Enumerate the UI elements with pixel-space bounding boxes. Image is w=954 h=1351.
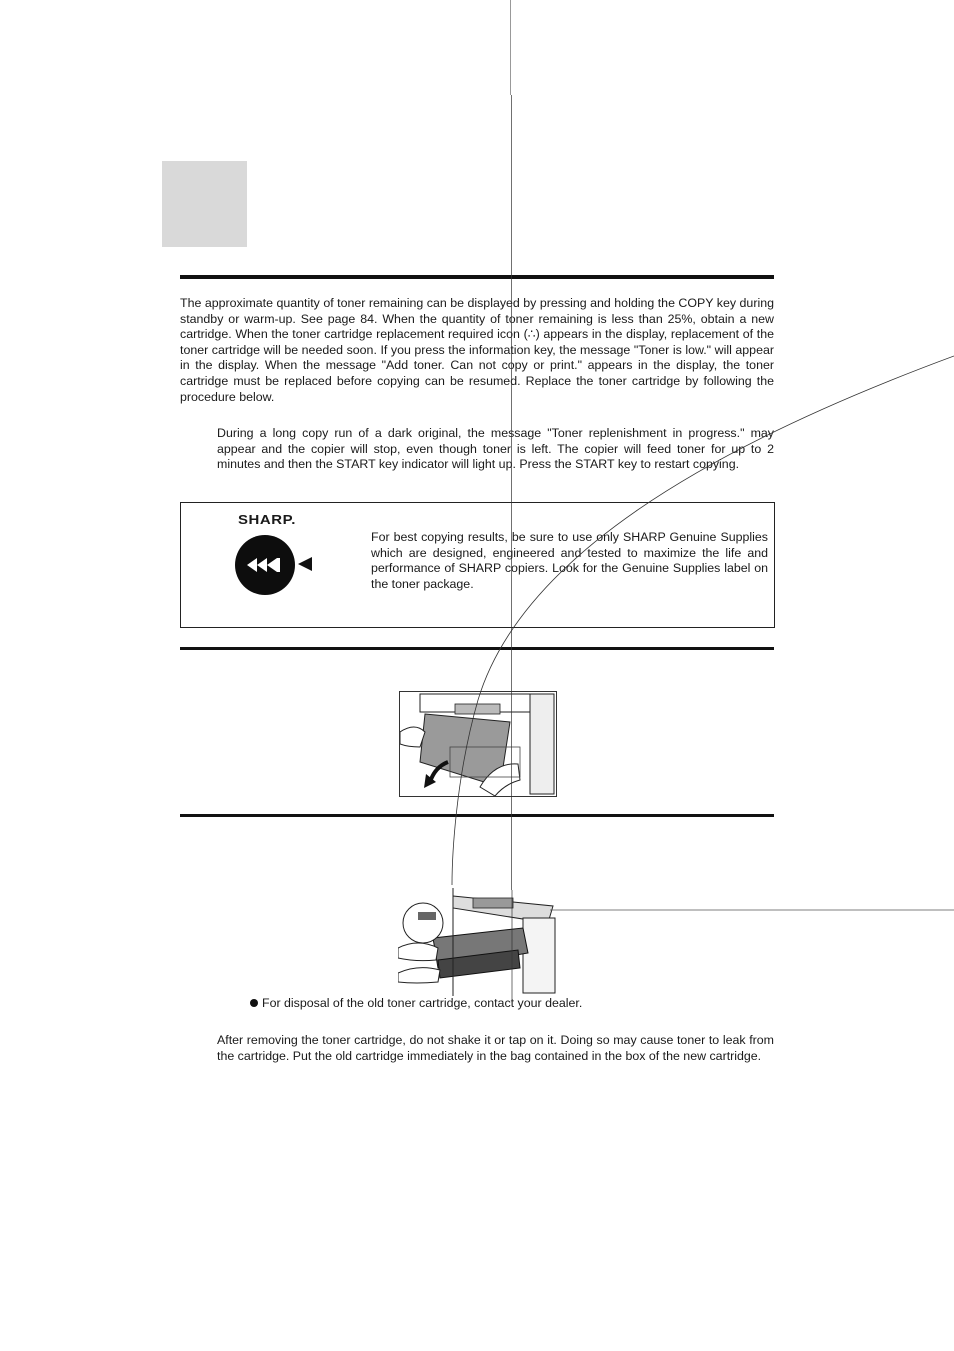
caution-paragraph: After removing the toner cartridge, do not shake it or tap on it. Doing so may cause toner to leak from the cartridge. Put the old cartridge immediately in the bag contained in the box of the new cartridge.: [217, 1033, 774, 1063]
note-paragraph: During a long copy run of a dark original, the message "Toner replenishment in progress." may appear and the copier will stop, even though toner is left. The copier will feed toner for up to 2 minutes and then the START key indicator will light up. Press the START key to restart copying.: [217, 426, 774, 472]
step-1-rule: [180, 647, 774, 650]
sharp-logo: SHARP.: [238, 512, 297, 527]
genuine-supplies-text: For best copying results, be sure to use only SHARP Genuine Supplies which are designed, engineered and tested to maximize the life and performance of SHARP copiers. Look for the Genuine Supplies label on the toner package.: [371, 530, 768, 591]
open-front-cover-illustration: [399, 691, 557, 797]
remove-toner-cartridge-illustration: [398, 878, 558, 996]
chapter-tab: [162, 161, 247, 247]
intro-paragraph: The approximate quantity of toner remaining can be displayed by pressing and holding the COPY key during standby or warm-up. See page 84. When the quantity of toner remaining is less than 25%, obtain a new cartridge. When the toner cartridge replacement required icon (∴) appears in the display, replacement of the toner cartridge will be needed soon. If you press the information key, the message "Toner is low." will appear in the display. When the message "Add toner. Can not copy or print." appears in the display, the toner cartridge must be replaced before copying can be resumed. Replace the toner cartridge by following the procedure below.: [180, 296, 774, 404]
bullet-icon: [250, 999, 258, 1007]
section-rule: [180, 275, 774, 279]
genuine-supplies-icon: [235, 535, 295, 595]
disposal-bullet: [250, 996, 582, 1012]
disposal-bullet-text: For disposal of the old toner cartridge, contact your dealer.: [262, 996, 583, 1010]
pointer-arrow-icon: [298, 557, 312, 571]
step-2-rule: [180, 814, 774, 817]
